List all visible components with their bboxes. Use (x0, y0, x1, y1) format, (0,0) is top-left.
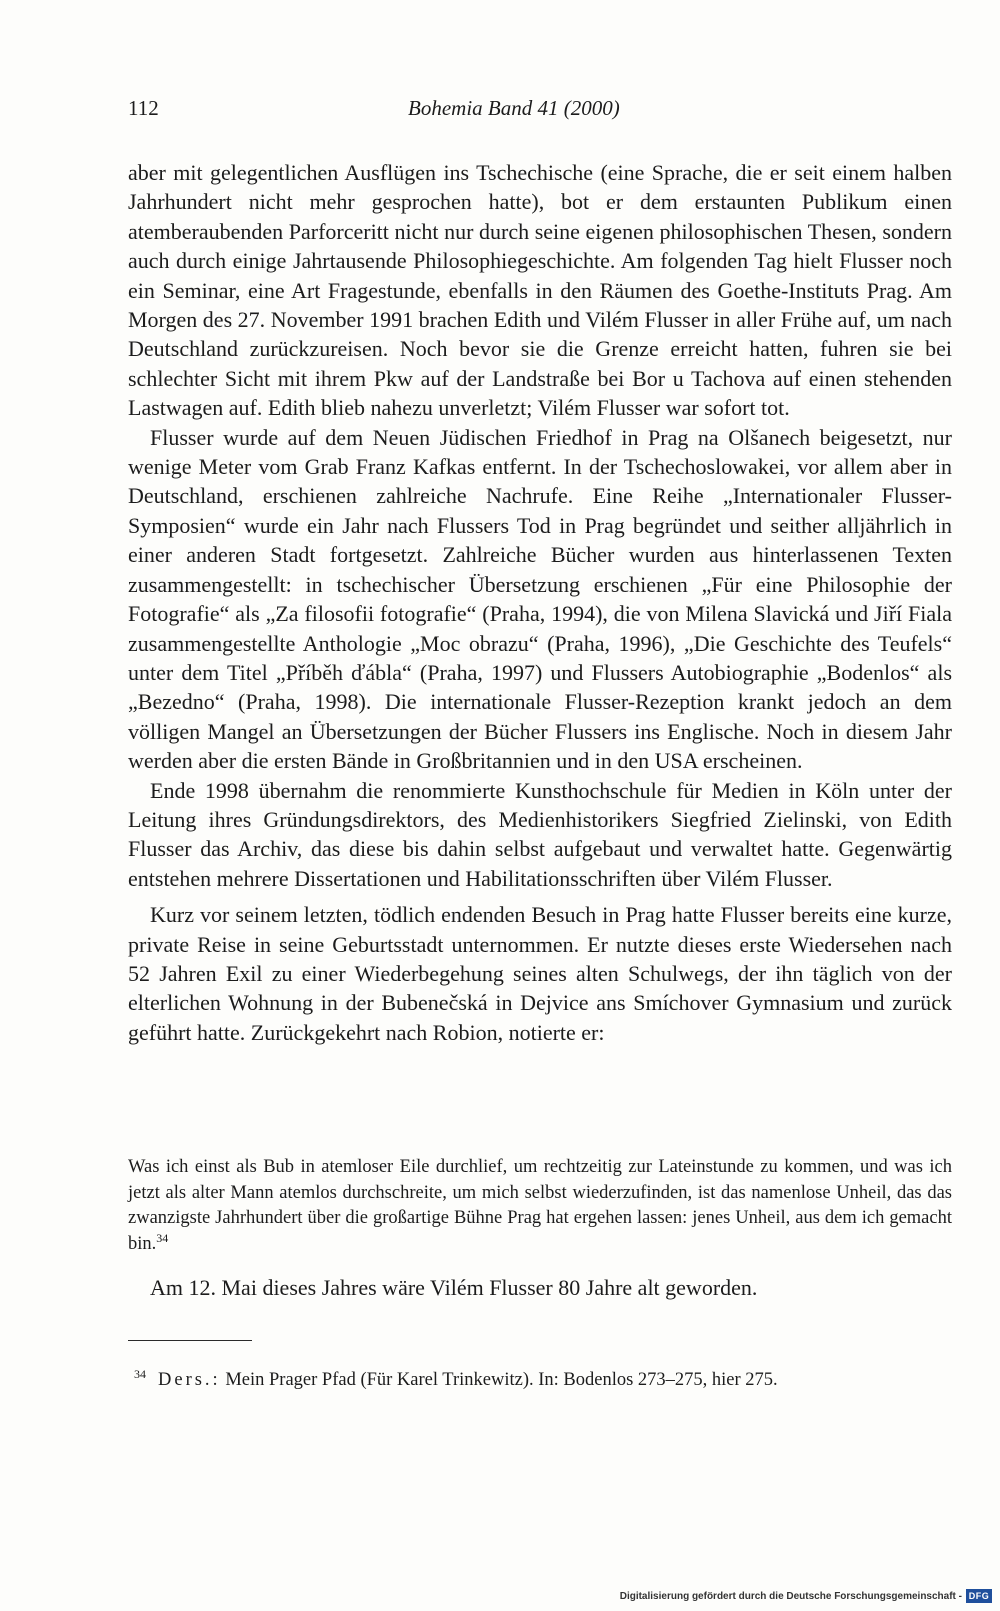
footnote-number: 34 (134, 1366, 146, 1381)
paragraph-4: Kurz vor seinem letzten, tödlich endenden Besuch in Prag hatte Flusser bereits eine kurze, private Reise in seine Geburtsstadt unternommen. Er nutzte dieses erste Wiedersehen nach 52 Jahren Exil zu einer Wiederbegehung seines alten Schulwegs, der ihn täglich von der elterlichen Wohnung in der Bubenečská in Dejvice ans Smíchover Gymnasium und zurück geführt hatte. Zurückgekehrt nach Robion, notierte er: (128, 902, 952, 1045)
footnote-reference: 34 (156, 1230, 169, 1245)
running-head (128, 96, 948, 128)
paragraph-2: Flusser wurde auf dem Neuen Jüdischen Friedhof in Prag na Olšanech beigesetzt, nur wenige Meter vom Grab Franz Kafkas entfernt. In der Tschechoslowakei, vor allem aber in Deutschland, erschienen zahlreiche Nachrufe. Eine Reihe „Internationaler Flusser-Symposien“ wurde ein Jahr nach Flussers Tod in Prag begründet und seither alljährlich in einer anderen Stadt fortgesetzt. Zahlreiche Bücher wurden aus hinterlassenen Texten zusammengestellt: in tschechischer Übersetzung erschienen „Für eine Philosophie der Fotografie“ als „Za filosofii fotografie“ (Praha, 1994), die von Milena Slavická und Jiří Fiala zusammengestellte Anthologie „Moc obrazu“ (Praha, 1996), „Die Geschichte des Teufels“ unter dem Titel „Příběh ďábla“ (Praha, 1997) und Flussers Autobiographie „Bodenlos“ als „Bezedno“ (Praha, 1998). Die internationale Flusser-Rezeption krankt jedoch an dem völligen Mangel an Übersetzungen der Bücher Flussers ins Englische. Noch in diesem Jahr werden aber die ersten Bände in Großbritannien und in den USA erscheinen. (128, 424, 952, 774)
closing-sentence: Am 12. Mai dieses Jahres wäre Vilém Flusser 80 Jahre alt geworden. (150, 1275, 758, 1300)
footnote-text: Mein Prager Pfad (Für Karel Trinkewitz). In: Bodenlos 273–275, hier 275. (225, 1370, 778, 1390)
block-quote (128, 1155, 952, 1257)
footnote-author: Ders.: (158, 1370, 221, 1390)
footnote (134, 1367, 954, 1393)
body-text (128, 158, 952, 1047)
digitization-credit (620, 1585, 992, 1607)
block-quote-text: Was ich einst als Bub in atemloser Eile durchlief, um rechtzeitig zur Lateinstunde zu kommen, und was ich jetzt als alter Mann atemlos durchschreite, um mich selbst wiederzufinden, ist das namenlose Unheil, das das zwanzigste Jahrhundert über die großartige Bühne Prag hat ergehen lassen: jenes Unheil, aus dem ich gemacht bin. (128, 1157, 952, 1254)
page-number: 112 (128, 96, 159, 120)
journal-title: Bohemia Band 41 (2000) (408, 96, 620, 120)
footnote-divider (128, 1340, 252, 1341)
dfg-logo-icon: DFG (966, 1589, 992, 1603)
digitization-text: Digitalisierung gefördert durch die Deutsche Forschungsgemeinschaft - (619, 1590, 962, 1602)
paragraph-1: aber mit gelegentlichen Ausflügen ins Tschechische (eine Sprache, die er seit einem halben Jahrhundert nicht mehr gesprochen hatte), bot er dem erstaunten Publikum einen atemberaubenden Parforceritt nicht nur durch seine eigenen philosophischen Thesen, sondern auch durch einige Jahrtausende Philosophiegeschichte. Am folgenden Tag hielt Flusser noch ein Seminar, eine Art Fragestunde, ebenfalls in den Räumen des Goethe-Instituts Prag. Am Morgen des 27. November 1991 brachen Edith und Vilém Flusser in aller Frühe auf, um nach Deutschland zurückzureisen. Noch bevor sie die Grenze erreicht hatten, fuhren sie bei schlechter Sicht mit ihrem Pkw auf der Landstraße bei Bor u Tachova auf einen stehenden Lastwagen auf. Edith blieb nahezu unverletzt; Vilém Flusser war sofort tot. (128, 160, 952, 421)
paragraph-3: Ende 1998 übernahm die renommierte Kunsthochschule für Medien in Köln unter der Leitung ihres Gründungsdirektors, des Medienhistorikers Siegfried Zielinski, von Edith Flusser das Archiv, das diese bis dahin selbst aufgebaut und verwaltet hatte. Gegenwärtig entstehen mehrere Dissertationen und Habilitationsschriften über Vilém Flusser. (128, 777, 952, 891)
